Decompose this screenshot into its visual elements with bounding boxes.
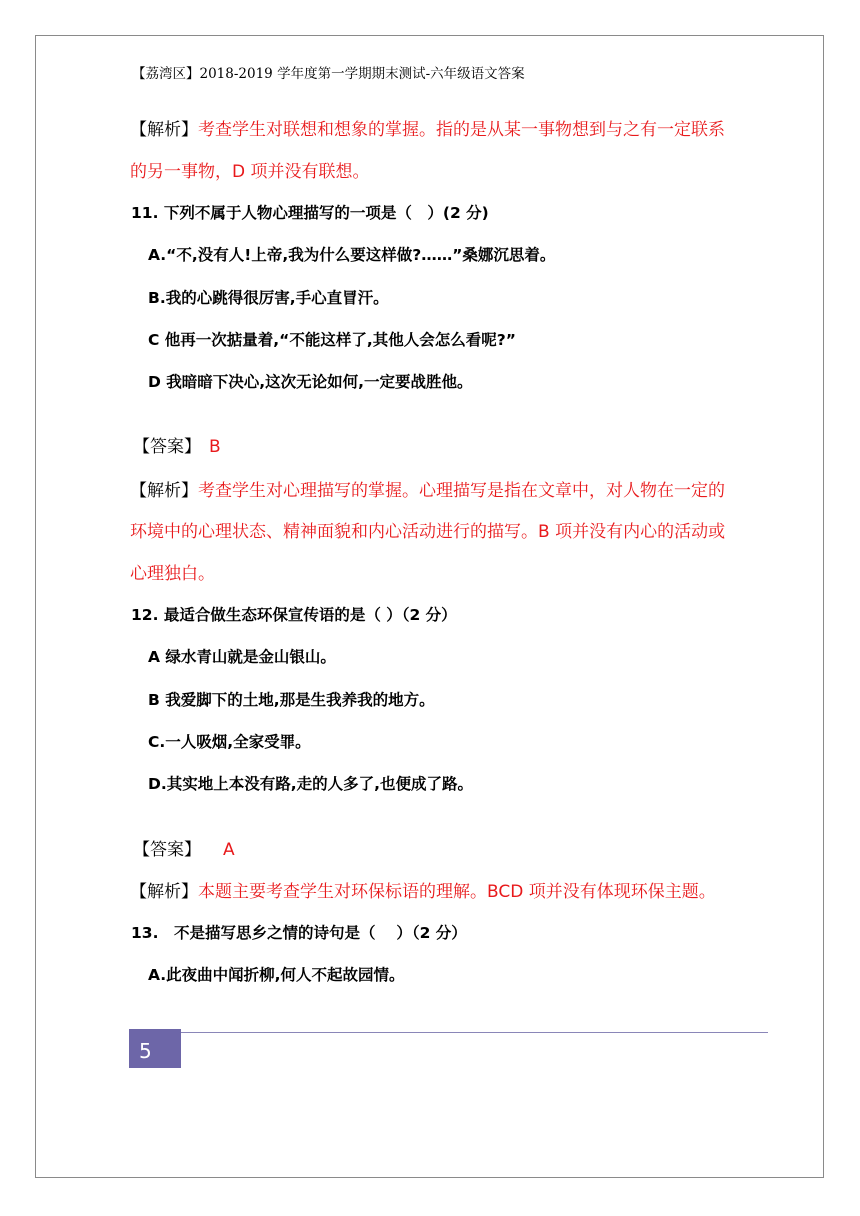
q12-option-b: B 我爱脚下的土地,那是生我养我的地方。 [148,691,435,709]
q12-option-c: C.一人吸烟,全家受罪。 [148,733,311,751]
q11-option-c: C 他再一次掂量着,“不能这样了,其他人会怎么看呢?” [148,331,516,349]
question-12: 12. 最适合做生态环保宣传语的是（ ）（2 分） [131,606,457,624]
question-13: 13. 不是描写思乡之情的诗句是（ ）（2 分） [131,924,467,942]
answer-label: 【答案】 [133,437,201,457]
answer-value: B [209,437,221,457]
q12-option-d: D.其实地上本没有路,走的人多了,也便成了路。 [148,775,474,793]
q11-analysis-line-3: 心理独白。 [130,564,215,584]
footer-rule [130,1032,768,1033]
q11-analysis-line-1 [130,476,725,501]
analysis-label: 【解析】 [130,882,198,902]
q12-option-a: A 绿水青山就是金山银山。 [148,648,336,666]
q11-answer [133,432,221,457]
q12-answer [133,835,235,860]
analysis-10-line-1 [130,115,725,140]
answer-label: 【答案】 [133,840,201,860]
q11-option-a: A.“不,没有人!上帝,我为什么要这样做?……”桑娜沉思着。 [148,246,556,264]
page-header: 【荔湾区】2018-2019 学年度第一学期期末测试-六年级语文答案 [132,66,525,82]
question-11: 11. 下列不属于人物心理描写的一项是（ ）(2 分) [131,204,489,222]
q13-option-a: A.此夜曲中闻折柳,何人不起故园情。 [148,966,405,984]
analysis-label: 【解析】 [130,481,198,501]
page-number: 5 [129,1029,181,1068]
analysis-label: 【解析】 [130,120,198,140]
q11-option-d: D 我暗暗下决心,这次无论如何,一定要战胜他。 [148,373,473,391]
analysis-10-line-2: 的另一事物，D 项并没有联想。 [130,162,370,182]
q11-analysis-line-2: 环境中的心理状态、精神面貌和内心活动进行的描写。B 项并没有内心的活动或 [130,522,726,542]
q12-analysis-line-1 [130,877,716,902]
answer-value: A [223,840,235,860]
analysis-text: 考查学生对联想和想象的掌握。指的是从某一事物想到与之有一定联系 [198,120,725,140]
q11-option-b: B.我的心跳得很厉害,手心直冒汗。 [148,289,389,307]
analysis-text: 本题主要考查学生对环保标语的理解。BCD 项并没有体现环保主题。 [198,882,716,902]
analysis-text: 考查学生对心理描写的掌握。心理描写是指在文章中，对人物在一定的 [198,481,725,501]
